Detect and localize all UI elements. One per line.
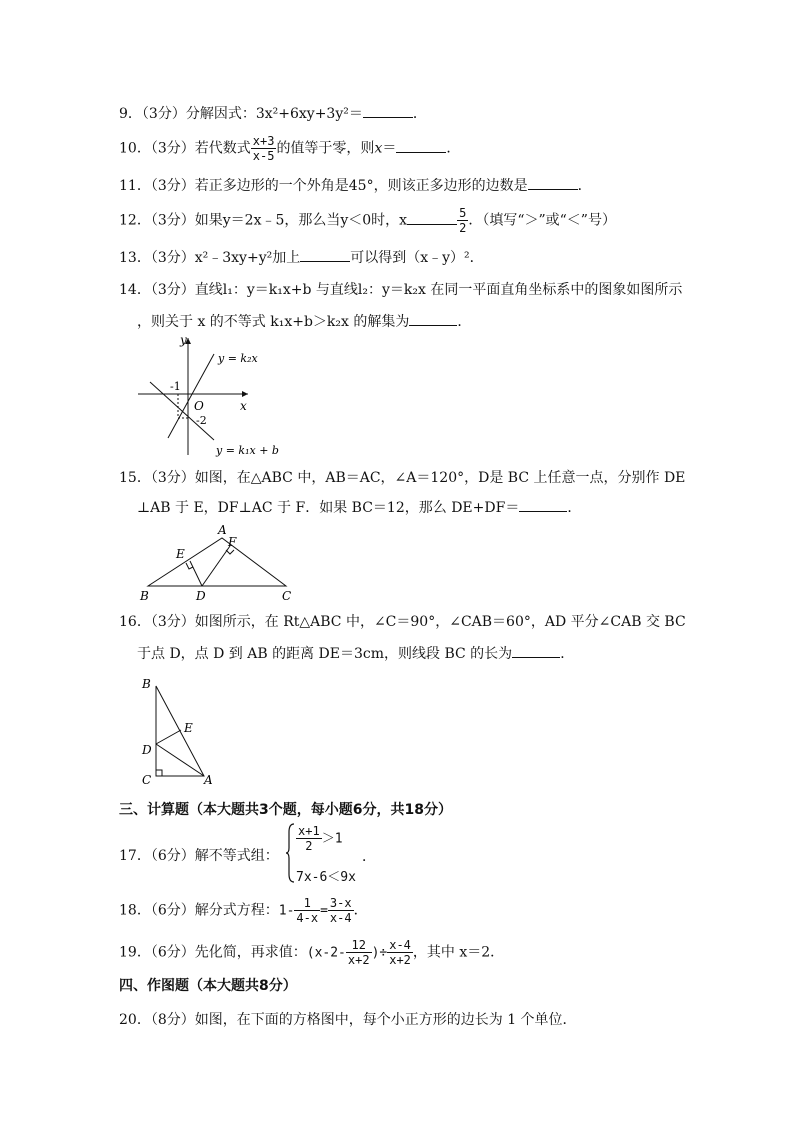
answer-blank[interactable] [409, 313, 457, 326]
label-minus-2: -2 [196, 414, 207, 427]
question-17: 17．（6分）解不等式组： [119, 848, 279, 864]
fraction: $\frac{x-4}{x+2}$ [389, 938, 411, 967]
label-x: x [240, 399, 247, 413]
label-origin: O [194, 399, 204, 413]
answer-blank[interactable] [300, 249, 350, 262]
question-13: 13．（3分）x²﹣3xy+y²加上 可以得到（x﹣y）²． [119, 250, 484, 266]
right-angle-c [156, 770, 162, 776]
figure-15-triangle [136, 524, 306, 604]
svg-text:A: A [204, 773, 213, 787]
label-y: y [180, 333, 187, 347]
question-20: 20．（8分）如图，在下面的方格图中，每个小正方形的边长为 1 个单位． [119, 1012, 577, 1028]
fraction: $\frac{x+3}{x-5}$ [252, 134, 275, 163]
svg-text:E: E [184, 721, 193, 735]
question-16: 16．（3分）如图所示，在 Rt△ABC 中，∠C＝90°，∠CAB＝60°，AD 平分∠CAB 交 BC [119, 614, 686, 630]
label-minus-1: -1 [170, 380, 181, 393]
line-l1 [150, 382, 214, 440]
fraction: $\frac{12}{x+2}$ [347, 938, 370, 967]
svg-text:B: B [142, 677, 151, 691]
question-16-line2: 于点 D，点 D 到 AB 的距离 DE＝3cm，则线段 BC 的长为 ． [137, 646, 575, 662]
question-14-line2: ，则关于 x 的不等式 k₁x+b＞k₂x 的解集为 ． [137, 314, 472, 330]
left-brace [286, 822, 296, 884]
right-angle-f [226, 550, 234, 554]
fraction: $\frac{x+1}{2}$ [298, 824, 320, 853]
line-l2 [168, 354, 214, 438]
svg-text:B: B [140, 589, 149, 603]
question-9: 9．（3分）分解因式：3x²+6xy+3y²＝ ． [119, 106, 427, 122]
question-14: 14．（3分）直线l₁：y＝k₁x+b 与直线l₂：y＝k₂x 在同一平面直角坐标系中的图象如图所示 [119, 282, 683, 298]
x-axis-arrow [242, 391, 248, 397]
svg-text:D: D [196, 589, 206, 603]
question-10: 10．（3分）若代数式 $\frac{x+3}{x-5}$ 的值等于零，则x＝ ． [119, 134, 461, 163]
question-18: 18．（6分）解分式方程：1- $\frac{1}{4-x}$ = $\frac{3-x}{x-4}$ ． [119, 896, 368, 925]
answer-blank[interactable] [363, 105, 413, 118]
answer-blank[interactable] [528, 177, 578, 190]
section-3-heading: 三、计算题（本大题共3个题，每小题6分，共18分） [119, 802, 452, 818]
question-19: 19．（6分）先化简，再求值：(x-2- $\frac{12}{x+2}$ )÷ $\frac{x-4}{x+2}$ ，其中 x＝2． [119, 938, 505, 967]
svg-text:D: D [142, 743, 152, 757]
question-12: 12．（3分）如果y＝2x﹣5，那么当y＜0时，x $\frac{5}{2}$ ．（填写“＞”或“＜”号） [119, 206, 616, 235]
inequality-system: $\frac{x+1}{2}$ ＞1 7x-6＜9x [286, 822, 376, 884]
section-4-heading: 四、作图题（本大题共8分） [119, 978, 297, 994]
question-15-line2: ⊥AB 于 E，DF⊥AC 于 F．如果 BC＝12，那么 DE+DF＝ ． [137, 500, 582, 516]
segment-de [156, 730, 181, 744]
figure-16-right-triangle [136, 672, 226, 792]
question-15: 15．（3分）如图，在△ABC 中，AB＝AC，∠A＝120°，D是 BC 上任意一点，分别作 DE [119, 470, 686, 486]
question-11: 11．（3分）若正多边形的一个外角是45°，则该正多边形的边数是 ． [119, 178, 592, 194]
segment-ad [156, 744, 204, 776]
label-l2: y = k₂x [218, 352, 258, 365]
fraction: $\frac{1}{4-x}$ [296, 896, 319, 925]
answer-blank[interactable] [512, 645, 560, 658]
figure-14-graph [130, 330, 290, 460]
triangle-abc [148, 538, 286, 586]
fraction: $\frac{3-x}{x-4}$ [329, 896, 352, 925]
segment-df [202, 546, 230, 586]
svg-text:C: C [282, 589, 292, 603]
svg-text:E: E [176, 547, 185, 561]
svg-text:F: F [228, 535, 237, 549]
answer-blank[interactable] [519, 499, 567, 512]
svg-text:A: A [218, 524, 227, 537]
answer-blank[interactable] [407, 212, 457, 225]
answer-blank[interactable] [396, 140, 446, 153]
label-l1: y = k₁x + b [216, 444, 279, 457]
fraction: $\frac{5}{2}$ [459, 206, 467, 235]
svg-text:C: C [142, 773, 152, 787]
segment-de [190, 561, 202, 586]
